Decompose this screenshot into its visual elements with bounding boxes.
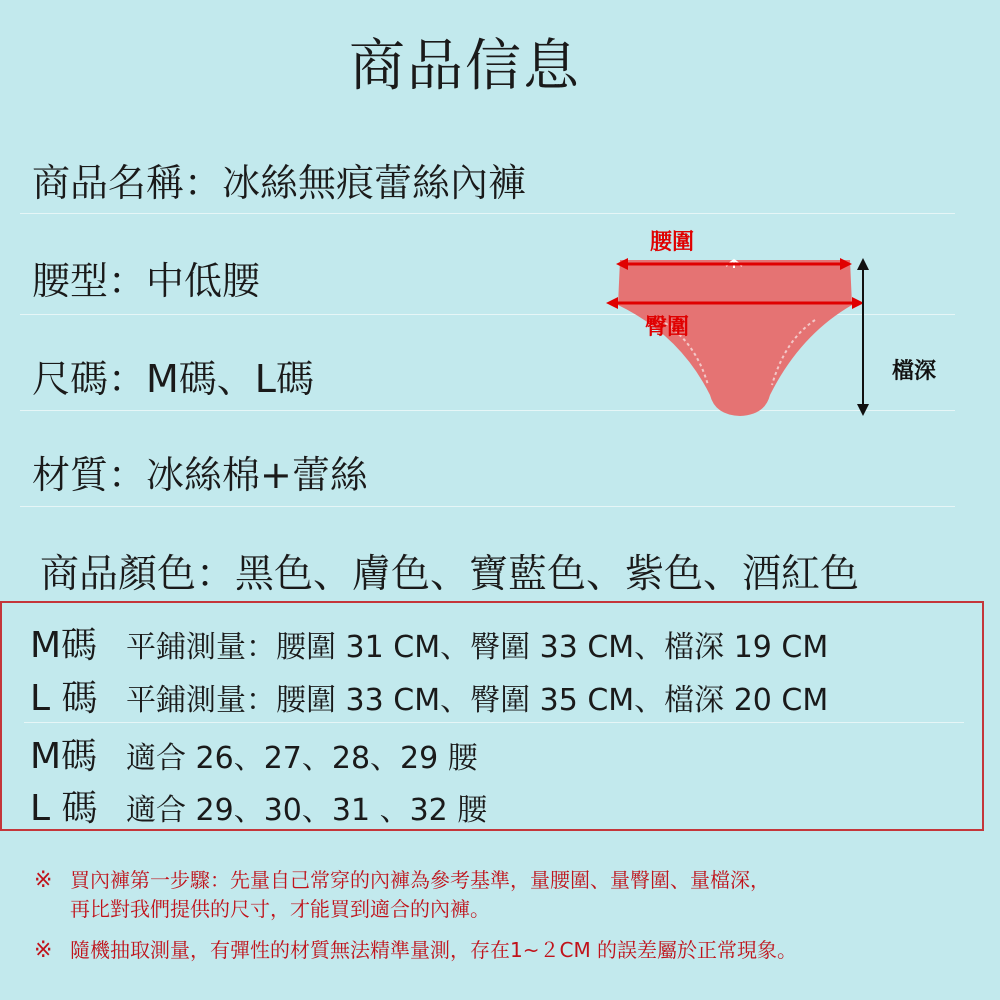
product-colors: 商品顏色：黑色、膚色、寶藍色、紫色、酒紅色	[40, 552, 860, 597]
size-label: L 碼	[30, 788, 98, 829]
arrow-head-icon	[606, 297, 618, 309]
page-title: 商品信息	[349, 34, 581, 99]
size-measure: 平鋪測量：腰圍 31 CM、臀圍 33 CM、檔深 19 CM	[126, 630, 829, 665]
fit-text: 適合 26、27、28、29 腰	[126, 741, 478, 776]
size-row-m	[30, 617, 828, 668]
fit-row-m	[30, 728, 478, 779]
divider	[20, 213, 955, 214]
note-mark: ※	[34, 938, 53, 963]
fit-text: 適合 29、30、31 、32 腰	[126, 793, 488, 828]
note-1	[34, 864, 770, 922]
note-line: 買內褲第一步驟：先量自己常穿的內褲為參考基準，量腰圍、量臀圍、量檔深，	[70, 868, 770, 892]
waist-type: 腰型：中低腰	[32, 259, 261, 303]
depth-label: 檔深	[892, 359, 937, 384]
product-name: 商品名稱：冰絲無痕蕾絲內褲	[32, 161, 527, 205]
divider	[24, 722, 964, 723]
divider	[20, 506, 955, 507]
size-options: 尺碼：M碼、L碼	[32, 357, 314, 401]
size-row-l	[30, 670, 828, 721]
size-label: L 碼	[30, 678, 98, 719]
note-line: 隨機抽取測量，有彈性的材質無法精準量測，存在1~２CM 的誤差屬於正常現象。	[70, 938, 798, 962]
note-line: 再比對我們提供的尺寸，才能買到適合的內褲。	[70, 897, 490, 921]
note-2	[34, 934, 797, 963]
material: 材質：冰絲棉+蕾絲	[32, 453, 368, 497]
arrow-head-icon	[857, 258, 869, 270]
hip-label: 臀圍	[645, 315, 690, 340]
arrow-head-icon	[857, 404, 869, 416]
size-measure: 平鋪測量：腰圍 33 CM、臀圍 35 CM、檔深 20 CM	[126, 683, 829, 718]
size-label: M碼	[30, 736, 98, 777]
size-label: M碼	[30, 625, 98, 666]
note-mark: ※	[34, 868, 53, 893]
fit-row-l	[30, 780, 487, 831]
waist-label: 腰圍	[650, 230, 695, 255]
